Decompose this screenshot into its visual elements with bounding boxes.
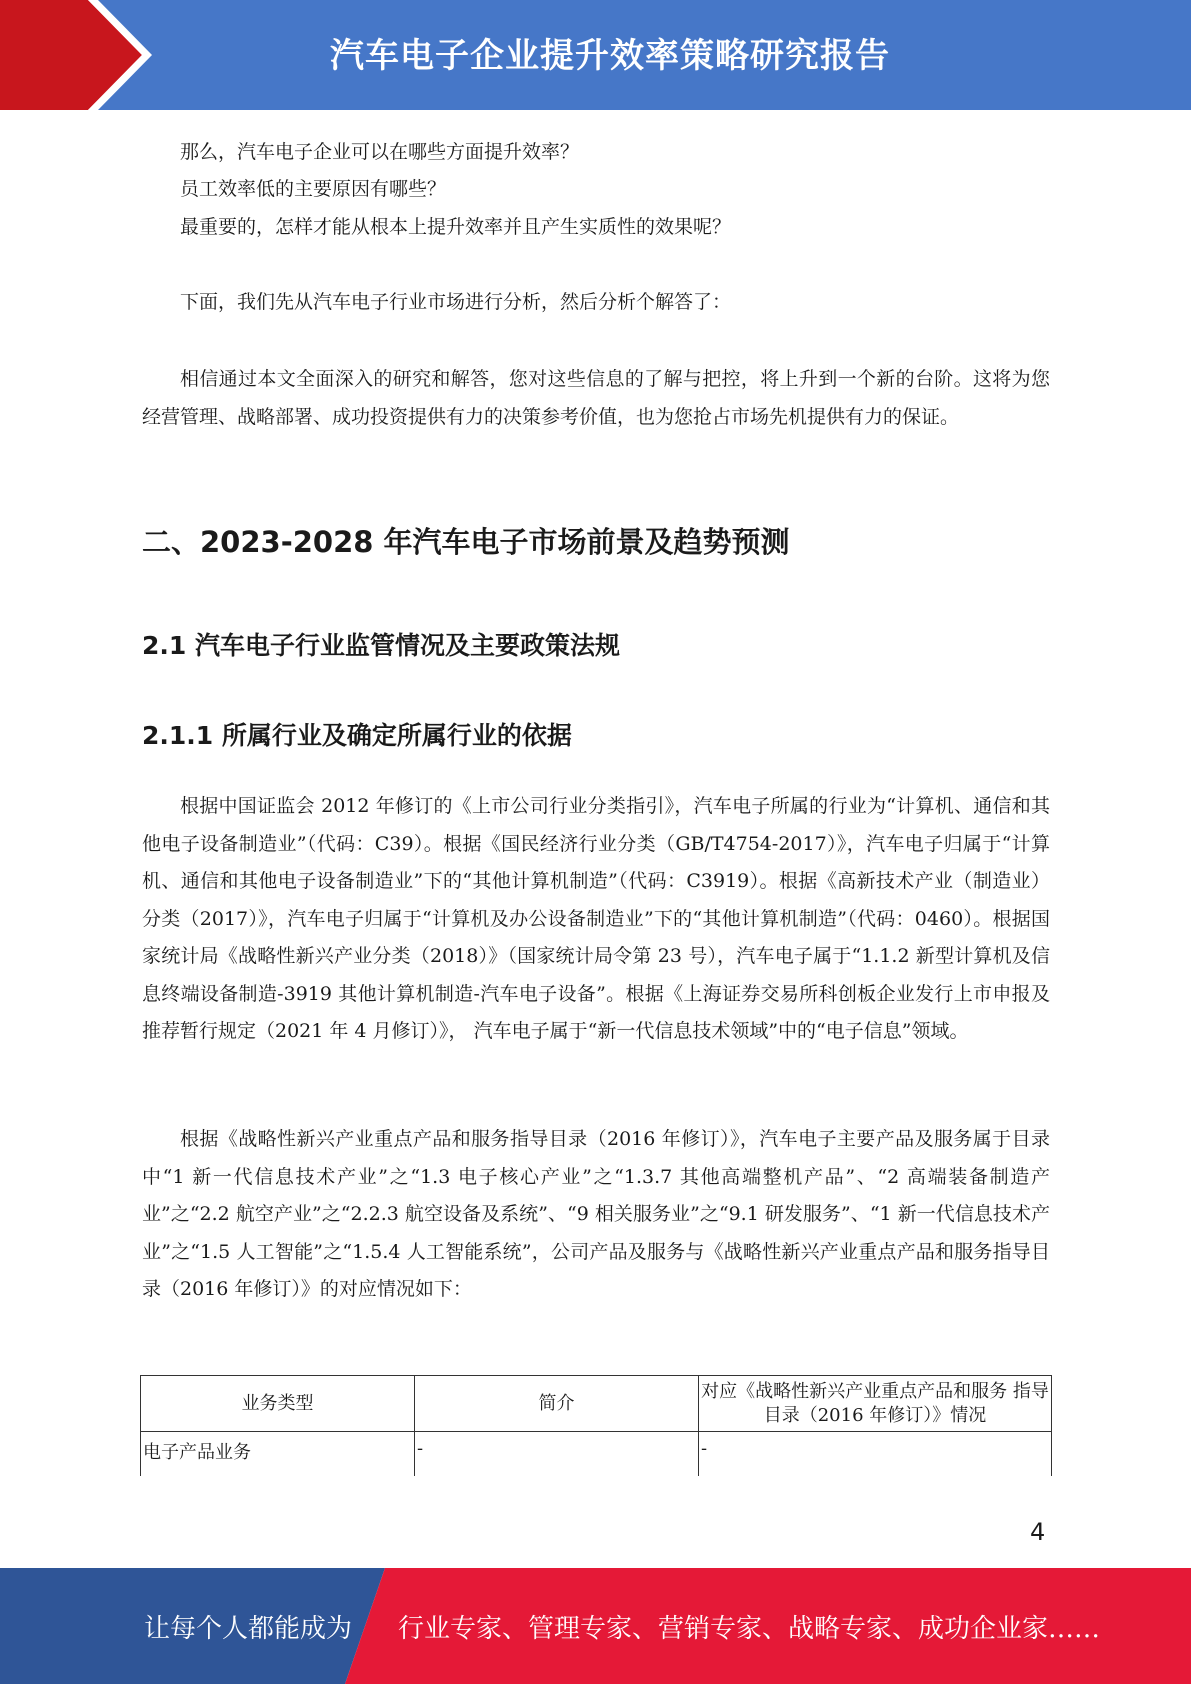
- section-2-1-title: 2.1 汽车电子行业监管情况及主要政策法规: [142, 631, 620, 660]
- section-paragraph-2: 根据《战略性新兴产业重点产品和服务指导目录（2016 年修订）》，汽车电子主要产品及服务属于目录中“1 新一代信息技术产业”之“1.3 电子核心产业”之“1.3.7 其他高端整机产品”、“2 高端装备制造产业”之“2.2 航空产业”之“2.2.3 航空设备及系统”、“9 相关服务业”之“9.1 研发服务”、“1 新一代信息技术产业”之“1.5 人工智能”之“1.5.4 人工智能系统”，公司产品及服务与《战略性新兴产业重点产品和服务指导目录（2016 年修订）》的对应情况如下：: [142, 1128, 1050, 1300]
- header-arrow-decoration: [0, 0, 160, 110]
- intro-paragraph-1: 下面，我们先从汽车电子行业市场进行分析，然后分析个解答了：: [180, 291, 732, 313]
- table-cell: -: [415, 1432, 699, 1477]
- section-2-1-1-title: 2.1.1 所属行业及确定所属行业的依据: [142, 721, 572, 750]
- page-number: 4: [1030, 1518, 1046, 1546]
- header-title: 汽车电子企业提升效率策略研究报告: [330, 36, 890, 76]
- page-footer: [0, 1568, 1191, 1684]
- intro-paragraph-2: 相信通过本文全面深入的研究和解答，您对这些信息的了解与把控，将上升到一个新的台阶。这将为您经营管理、战略部署、成功投资提供有力的决策参考价值，也为您抢占市场先机提供有力的保证。: [142, 368, 1050, 428]
- footer-slogan-right: 行业专家、管理专家、营销专家、战略专家、成功企业家……: [398, 1614, 1101, 1644]
- industry-mapping-table: [140, 1375, 1052, 1476]
- section-paragraph-1: 根据中国证监会 2012 年修订的《上市公司行业分类指引》，汽车电子所属的行业为“计算机、通信和其他电子设备制造业”（代码：C39）。根据《国民经济行业分类（GB/T4754-2017）》，汽车电子归属于“计算机、通信和其他电子设备制造业”下的“其他计算机制造”（代码：C3919）。根据《高新技术产业（制造业）分类（2017）》，汽车电子归属于“计算机及办公设备制造业”下的“其他计算机制造”（代码：0460）。根据国家统计局《战略性新兴产业分类（2018）》（国家统计局令第 23 号），汽车电子属于“1.1.2 新型计算机及信息终端设备制造-3919 其他计算机制造-汽车电子设备”。根据《上海证券交易所科创板企业发行上市申报及推荐暂行规定（2021 年 4 月修订）》， 汽车电子属于“新一代信息技术领域”中的“电子信息”领域。: [142, 795, 1050, 1042]
- table-header-cell: 对应《战略性新兴产业重点产品和服务 指导目录（2016 年修订）》情况: [699, 1376, 1052, 1432]
- footer-slogan-left: 让每个人都能成为: [144, 1614, 353, 1644]
- table-cell: -: [699, 1432, 1052, 1477]
- table-header-row: [141, 1376, 1052, 1432]
- page-header: [0, 0, 1191, 110]
- table-header-cell: 业务类型: [141, 1376, 415, 1432]
- table-row: [141, 1432, 1052, 1477]
- intro-question-1: 那么，汽车电子企业可以在哪些方面提升效率？: [180, 141, 580, 163]
- intro-question-3: 最重要的，怎样才能从根本上提升效率并且产生实质性的效果呢？: [180, 216, 732, 238]
- table-header-cell: 简介: [415, 1376, 699, 1432]
- table-cell: 电子产品业务: [141, 1432, 415, 1477]
- section-2-title: 二、2023-2028 年汽车电子市场前景及趋势预测: [142, 525, 790, 559]
- intro-question-2: 员工效率低的主要原因有哪些？: [180, 178, 447, 200]
